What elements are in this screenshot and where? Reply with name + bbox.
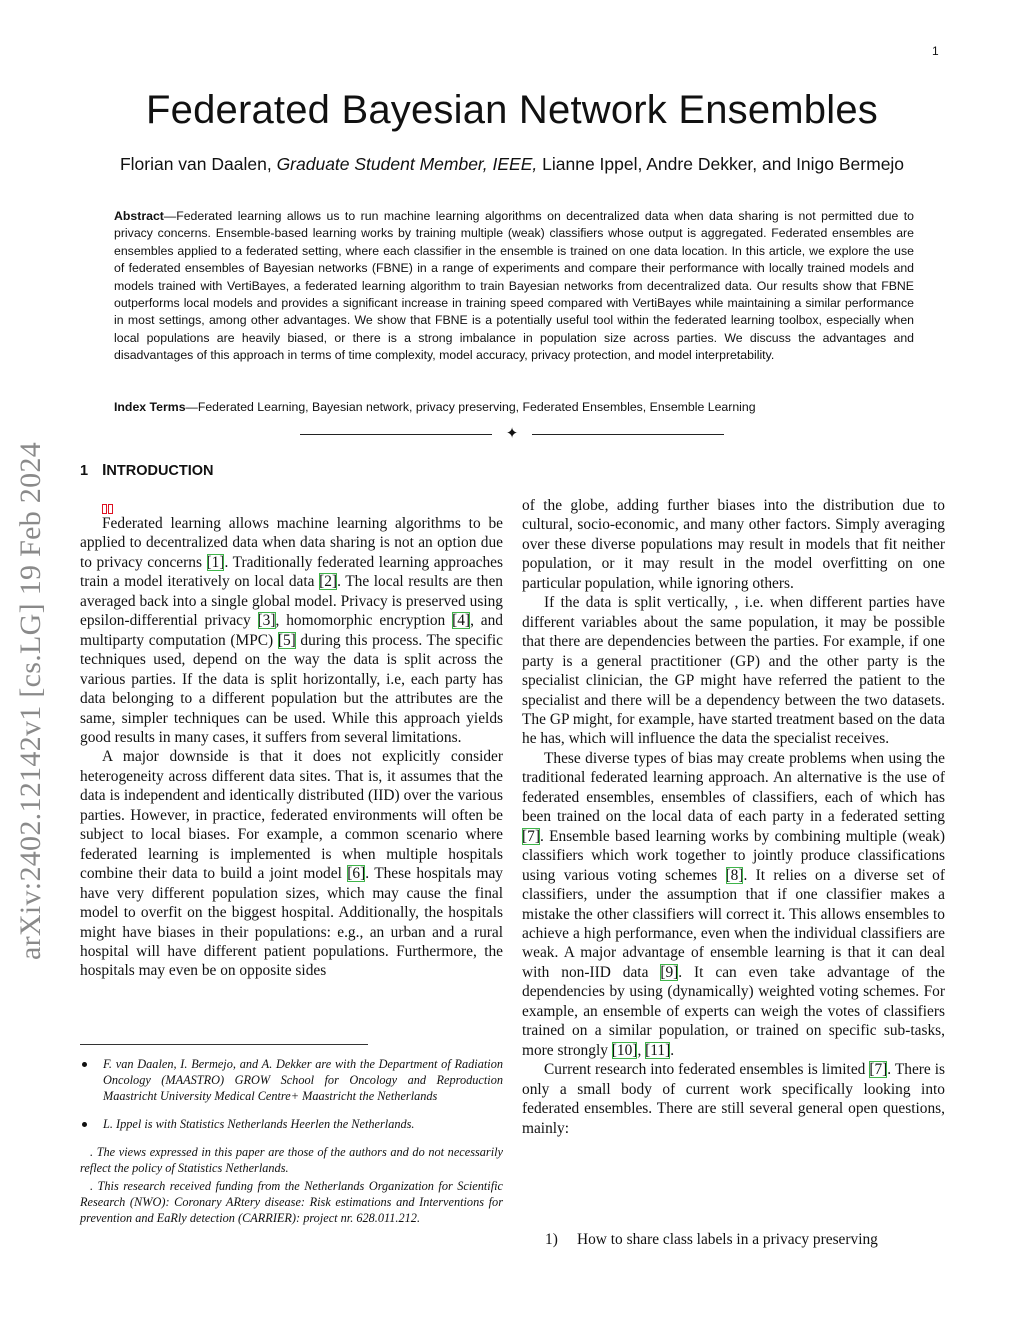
citation-link[interactable]: [11] <box>645 1041 671 1059</box>
left-column <box>80 514 503 981</box>
citation-link[interactable]: [7] <box>522 827 540 845</box>
page-number: 1 <box>932 44 939 58</box>
citation-link[interactable]: [4] <box>452 612 471 630</box>
citation-link[interactable]: [9] <box>660 963 679 981</box>
footnote: . This research received funding from the Netherlands Organization for Scientific Research (NWO): Coronary ARtery disease: Risk estimations and Interventions for prevention and EaRly detection (CARRIER): project nr. 628.011.212. <box>80 1179 503 1225</box>
section-divider <box>300 424 724 444</box>
section-heading <box>80 462 214 480</box>
paragraph: These diverse types of bias may create problems when using the traditional federated learning approach. An alternative is the use of federated ensembles, ensembles of classifiers, each of which has been trained on the local data of each party in a federated setting [7]. Ensemble based learning works by combining multiple (weak) classifiers which work together to jointly produce classifications using various voting schemes [8]. It relies on a diverse set of classifiers, under the assumption that if one classifier makes a mistake the other classifiers will correct it. This allows ensembles to achieve a high performance, even when the individual classifiers are weak. A major advantage of ensemble learning is that it can deal with non-IID data [9]. It can even take advantage of the dependencies by using (dynamically) weighted voting schemes. For example, an ensemble of experts can weigh the votes of classifiers trained on a similar population, or trained on specific sub-tasks, more strongly [10], [11]. <box>522 749 945 1059</box>
citation-link[interactable]: [5] <box>277 631 296 649</box>
author-affiliation: Graduate Student Member, IEEE, <box>276 154 538 174</box>
abstract <box>114 208 914 365</box>
author-others: Lianne Ippel, Andre Dekker, and Inigo Bermejo <box>542 154 905 174</box>
index-terms <box>114 399 914 416</box>
paper-title: Federated Bayesian Network Ensembles <box>145 88 878 132</box>
citation-link[interactable]: [8] <box>725 866 744 884</box>
right-column <box>522 496 945 1138</box>
section-title-rest: NTRODUCTION <box>106 463 214 479</box>
arxiv-stamp[interactable]: arXiv:2402.12142v1 [cs.LG] 19 Feb 2024 <box>14 441 47 960</box>
list-item-number: 1) <box>545 1231 558 1248</box>
section-number: 1 <box>80 463 89 479</box>
footnotes <box>80 1056 503 1228</box>
bookmark-icon <box>102 501 116 512</box>
paragraph: If the data is split vertically, , i.e. when different parties have different variables about the same population, it may be possible that there are dependencies between the parties. For example, if one party is a general practitioner (GP) and the other party is the specialist clinician, the GP might have referred the patient to the specialist and there will be a dependency between the two datasets. The GP might, for example, have started treatment based on the data he has, which will influence the data the specialist receives. <box>522 594 945 748</box>
list-item-text: How to share class labels in a privacy preserving <box>577 1231 878 1248</box>
footnote: . The views expressed in this paper are those of the authors and do not necessarily reflect the policy of Statistics Netherlands. <box>80 1145 503 1175</box>
divider-line-right <box>532 434 724 435</box>
divider-star-icon: ✦ <box>505 425 519 442</box>
list-item <box>545 1231 945 1249</box>
paragraph: Federated learning allows machine learning algorithms to be applied to decentralized data when data sharing is not an option due to privacy concerns [1]. Traditionally federated learning approaches train a model iteratively on local data [2]. The local results are then averaged back into a single global model. Privacy is preserved using epsilon-differential privacy [3], homomorphic encryption [4], and multiparty computation (MPC) [5] during this process. The specific techniques used, depend on the way the data is split across the various parties. If the data is split horizontally, i.e, each party has data belonging to a different population but the attributes are the same, simpler techniques can be used. While this approach yields good results in many cases, it suffers from several limitations. <box>80 515 504 746</box>
index-terms-text: —Federated Learning, Bayesian network, privacy preserving, Federated Ensembles, Ensemble Learning <box>185 400 756 414</box>
author-line <box>0 154 1024 175</box>
paragraph: A major downside is that it does not explicitly consider heterogeneity across different data sites. That is, it assumes that the data is independent and identically distributed (IID) over the various parties. However, in practice, federated environments will often be subject to local biases. For example, a common scenario where federated learning is implemented is when multiple hospitals combine their data to build a joint model [6]. These hospitals may have very different population sizes, which may cause the final model to overfit on the biggest hospital. Additionally, the hospitals might have biases in their populations: e.g., an urban and a rural hospital will have different patient populations. Furthermore, the hospitals may even be on opposite sides <box>80 748 503 980</box>
abstract-label: Abstract <box>114 209 164 223</box>
paragraph: of the globe, adding further biases into the distribution due to cultural, socio-economic, and many other factors. Simply averaging over these diverse populations may result in models that fit neither population, or it may result in the model overfitting on one particular population, while ignoring others. <box>522 497 945 592</box>
citation-link[interactable]: [7] <box>869 1061 888 1079</box>
citation-link[interactable]: [2] <box>319 573 338 591</box>
divider-line-left <box>300 434 492 435</box>
citation-link[interactable]: [3] <box>257 612 276 630</box>
footnote: F. van Daalen, I. Bermejo, and A. Dekker are with the Department of Radiation Oncology (MAASTRO) GROW School for Oncology and Reproduction Maastricht University Medical Centre+ Maastricht the Netherlands <box>80 1056 503 1104</box>
citation-link[interactable]: [1] <box>206 553 225 571</box>
section-initial: I <box>102 462 107 479</box>
abstract-text: —Federated learning allows us to run machine learning algorithms on decentralized data when data sharing is not permitted due to privacy concerns. Ensemble-based learning works by training multiple (weak) classifiers whose output is aggregated. Federated ensembles are ensembles applied to a federated setting, where each classifier in the ensemble is trained on one data location. In this article, we explore the use of federated ensembles of Bayesian networks (FBNE) in a range of experiments and compare their performance with locally trained models and models trained with VertiBayes, a federated learning algorithm to train Bayesian networks from decentralized data. Our results show that FBNE outperforms local models and provides a significant increase in training speed compared with VertiBayes while maintaining a similar performance in most settings, among other advantages. We show that FBNE is a potentially useful tool within the federated learning toolbox, especially when local populations are heavily biased, or there is a strong imbalance in population size across parties. We discuss the advantages and disadvantages of this approach in terms of time complexity, model accuracy, privacy protection, and model interpretability. <box>114 209 914 363</box>
author-name: Florian van Daalen, <box>119 154 272 174</box>
index-terms-label: Index Terms <box>114 400 186 414</box>
citation-link[interactable]: [6] <box>347 865 366 883</box>
footnote: L. Ippel is with Statistics Netherlands Heerlen the Netherlands. <box>80 1116 503 1132</box>
citation-link[interactable]: [10] <box>611 1041 638 1059</box>
paragraph: Current research into federated ensembles is limited [7]. There is only a small body of current work specifically looking into federated ensembles. There are still several general open questions, mainly: <box>522 1061 945 1137</box>
footnote-rule <box>80 1044 368 1045</box>
